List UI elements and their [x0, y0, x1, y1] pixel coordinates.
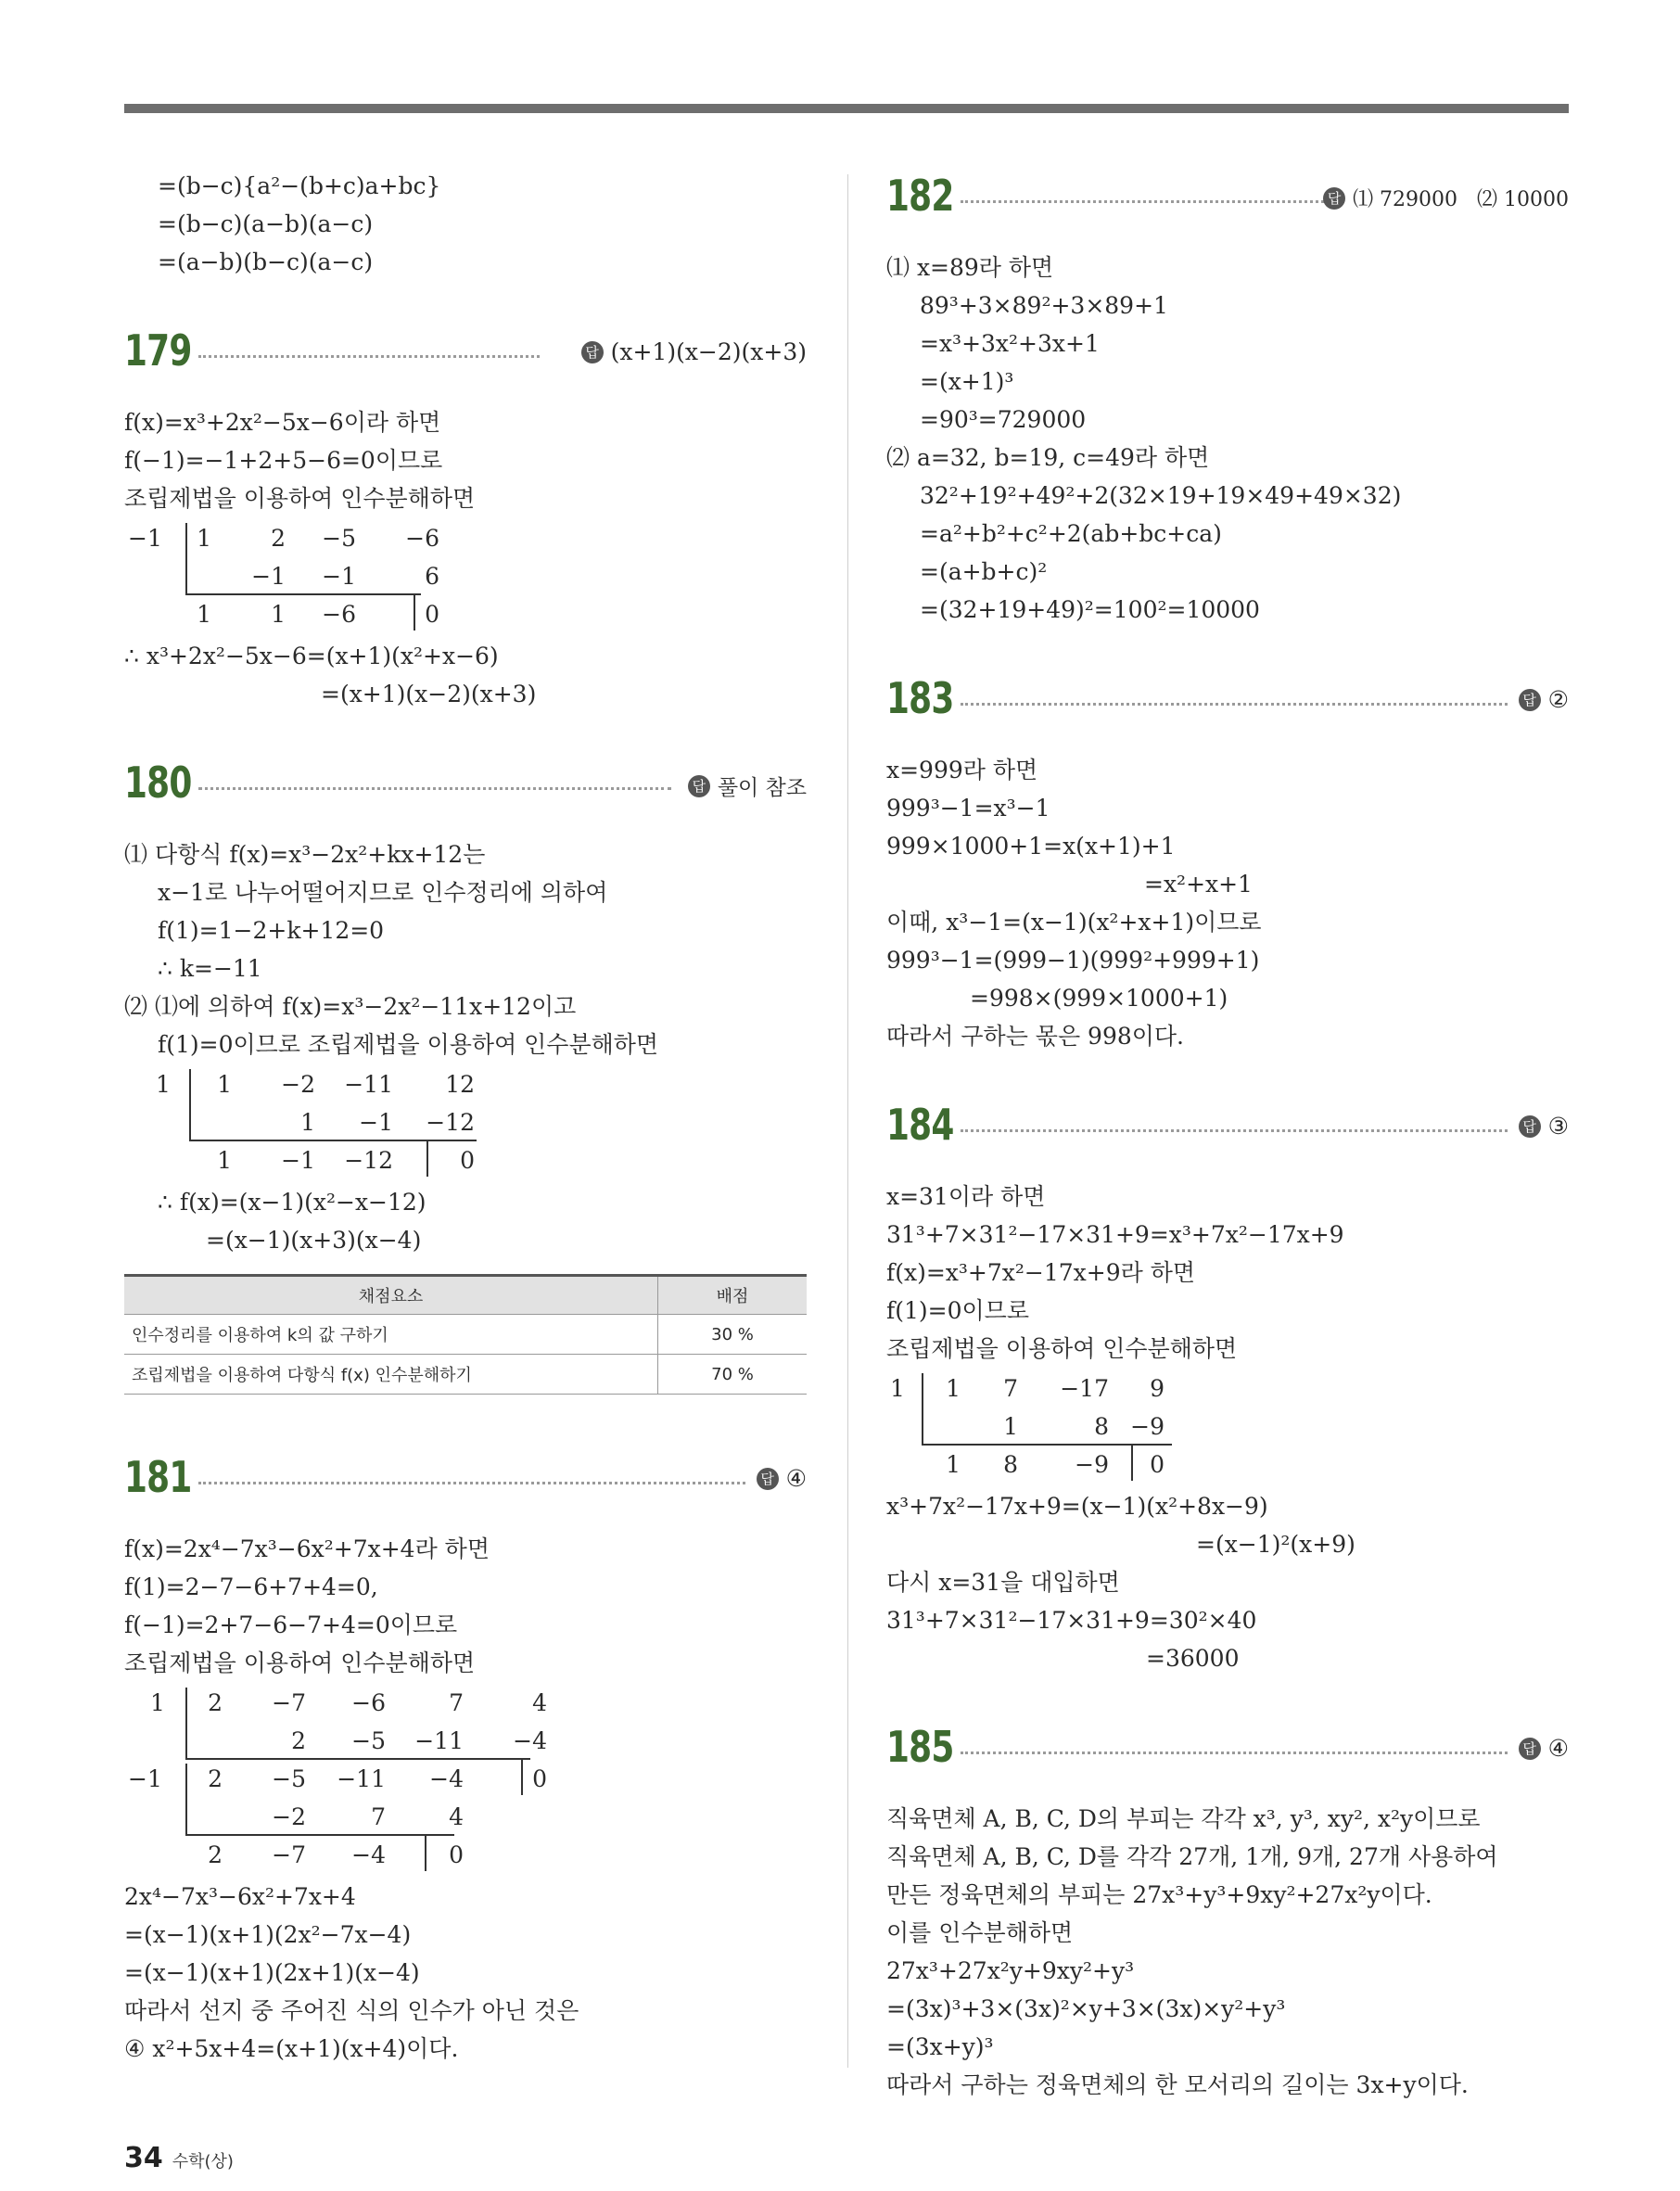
remainder-bar — [425, 1836, 426, 1871]
table-cell: 30 % — [658, 1315, 808, 1355]
answer — [688, 771, 807, 801]
cell: −6 — [351, 1689, 386, 1716]
remainder-bar — [426, 1141, 428, 1177]
table-cell: 조립제법을 이용하여 다항식 f(x) 인수분해하기 — [124, 1355, 658, 1395]
cell: −1 — [281, 1147, 315, 1174]
division-rule — [185, 1834, 454, 1836]
problem-number: 185 — [886, 1722, 954, 1772]
answer — [581, 338, 807, 365]
text-line: =(3x)³+3×(3x)²×y+3×(3x)×y²+y³ — [886, 1995, 1286, 2022]
subject-label: 수학(상) — [172, 2152, 234, 2172]
cell: 6 — [425, 563, 439, 590]
division-rule — [189, 1140, 477, 1141]
division-rule — [185, 593, 421, 595]
text-line: 31³+7×31²−17×31+9=30²×40 — [886, 1607, 1257, 1634]
synthetic-division-179 — [124, 519, 807, 633]
cont-line-2: =(b−c)(a−b)(a−c) — [158, 210, 374, 237]
cell: −7 — [272, 1689, 306, 1716]
cell: −11 — [344, 1071, 393, 1098]
text-line: f(1)=2−7−6+7+4=0, — [124, 1573, 378, 1600]
text-line: 직육면체 A, B, C, D를 각각 27개, 1개, 9개, 27개 사용하여 — [886, 1843, 1498, 1870]
problem-185-header — [886, 1718, 1569, 1787]
cell: 9 — [1150, 1375, 1165, 1402]
cell: 2 — [208, 1765, 223, 1792]
problem-number: 179 — [124, 325, 192, 376]
cell: −12 — [426, 1109, 475, 1136]
cell: 2 — [291, 1727, 306, 1754]
cell: 0 — [425, 601, 439, 628]
text-line: =(3x+y)³ — [886, 2033, 994, 2060]
text-line: ⑴ x=89라 하면 — [886, 254, 1054, 281]
problem-180-header — [124, 754, 807, 822]
answer-icon: 답 — [1519, 1115, 1541, 1138]
left-column — [124, 167, 807, 2068]
dotted-leader — [198, 1482, 745, 1484]
synthetic-division-180 — [152, 1065, 807, 1179]
problem-number: 183 — [886, 673, 954, 723]
answer-icon: 답 — [688, 775, 710, 797]
answer-text: (x+1)(x−2)(x+3) — [610, 338, 807, 365]
text-line: f(−1)=−1+2+5−6=0이므로 — [124, 447, 443, 474]
problem-number: 180 — [124, 758, 192, 808]
problem-181-header — [124, 1448, 807, 1517]
text-line: f(x)=2x⁴−7x³−6x²+7x+4라 하면 — [124, 1535, 490, 1562]
text-line: 이때, x³−1=(x−1)(x²+x+1)이므로 — [886, 909, 1262, 936]
text-line: =(x−1)(x+1)(2x+1)(x−4) — [124, 1959, 420, 1986]
text-line: f(1)=1−2+k+12=0 — [158, 917, 385, 944]
dotted-leader — [198, 355, 540, 358]
grading-table — [124, 1274, 807, 1395]
text-line: ⑵ ⑴에 의하여 f(x)=x³−2x²−11x+12이고 — [124, 993, 577, 1020]
page-number: 34 — [124, 2142, 163, 2174]
cell: 0 — [532, 1765, 547, 1792]
cell: −2 — [281, 1071, 315, 1098]
cell: 1 — [271, 601, 286, 628]
cell: −1 — [359, 1109, 393, 1136]
remainder-bar — [414, 595, 415, 631]
text-line: =(a+b+c)² — [920, 558, 1048, 585]
cell: −9 — [1075, 1451, 1109, 1478]
cell: −5 — [272, 1765, 306, 1792]
division-bar — [189, 1069, 191, 1140]
cell: 2 — [271, 525, 286, 552]
problem-number: 181 — [124, 1452, 192, 1502]
cell: 1 — [197, 525, 211, 552]
answer — [1519, 1113, 1569, 1140]
cell: −4 — [351, 1841, 386, 1868]
text-line: =x³+3x²+3x+1 — [920, 330, 1100, 357]
page-footer — [124, 2142, 234, 2174]
right-column — [886, 167, 1569, 2104]
table-row — [124, 1315, 807, 1355]
division-rule — [185, 1758, 530, 1760]
problem-184-header — [886, 1096, 1569, 1165]
text-line: x=999라 하면 — [886, 757, 1038, 783]
answer-text: ⑴ 729000 ⑵ 10000 — [1353, 188, 1569, 211]
dotted-leader — [961, 1752, 1508, 1754]
table-header: 배점 — [658, 1276, 808, 1315]
cont-line-3: =(a−b)(b−c)(a−c) — [158, 248, 374, 275]
cell: 1 — [217, 1147, 232, 1174]
cell: −4 — [429, 1765, 464, 1792]
cell: 8 — [1094, 1413, 1109, 1440]
cell: 7 — [1003, 1375, 1018, 1402]
answer-icon: 답 — [1323, 187, 1345, 210]
divisor: −1 — [128, 1765, 162, 1792]
dotted-leader — [198, 787, 671, 790]
top-rule — [124, 104, 1569, 113]
cell: 1 — [946, 1451, 961, 1478]
text-line: 만든 정육면체의 부피는 27x³+y³+9xy²+27x²y이다. — [886, 1881, 1432, 1908]
dotted-leader — [961, 200, 1330, 203]
table-row — [124, 1355, 807, 1395]
text-line: =(x+1)(x−2)(x+3) — [321, 681, 537, 707]
text-line: f(1)=0이므로 조립제법을 이용하여 인수분해하면 — [158, 1031, 659, 1058]
text-line: =x²+x+1 — [1144, 871, 1253, 898]
text-line: 2x⁴−7x³−6x²+7x+4 — [124, 1883, 356, 1910]
answer-icon: 답 — [757, 1468, 779, 1490]
answer-icon: 답 — [1519, 689, 1541, 711]
divisor: 1 — [150, 1689, 165, 1716]
text-line: ∴ k=−11 — [158, 955, 262, 982]
cell: −1 — [322, 563, 356, 590]
text-line: f(x)=x³+7x²−17x+9라 하면 — [886, 1259, 1196, 1286]
column-divider — [847, 174, 848, 2068]
text-line: =(x−1)²(x+9) — [1196, 1531, 1355, 1558]
problem-number: 184 — [886, 1100, 954, 1150]
problem-number: 182 — [886, 171, 954, 221]
divisor: 1 — [156, 1071, 171, 1098]
cell: −2 — [272, 1803, 306, 1830]
text-line: 이를 인수분해하면 — [886, 1919, 1074, 1946]
cell: 1 — [300, 1109, 315, 1136]
problem-183-header — [886, 669, 1569, 738]
cell: 1 — [197, 601, 211, 628]
text-line: ∴ x³+2x²−5x−6=(x+1)(x²+x−6) — [124, 643, 499, 669]
text-line: 999³−1=x³−1 — [886, 795, 1050, 822]
cell: −7 — [272, 1841, 306, 1868]
text-line: 32²+19²+49²+2(32×19+19×49+49×32) — [920, 482, 1402, 509]
problem-182-header — [886, 167, 1569, 236]
divisor: 1 — [890, 1375, 905, 1402]
cell: 4 — [532, 1689, 547, 1716]
text-line: =998×(999×1000+1) — [970, 985, 1228, 1012]
text-line: =36000 — [1146, 1645, 1240, 1672]
text-line: =90³=729000 — [920, 406, 1087, 433]
text-line: ④ x²+5x+4=(x+1)(x+4)이다. — [124, 2035, 459, 2062]
table-cell: 70 % — [658, 1355, 808, 1395]
text-line: =(32+19+49)²=100²=10000 — [920, 596, 1260, 623]
answer-text: ② — [1547, 686, 1569, 713]
text-line: =(x+1)³ — [920, 368, 1014, 395]
cell: 7 — [371, 1803, 386, 1830]
cell: −9 — [1130, 1413, 1165, 1440]
text-line: ⑴ 다항식 f(x)=x³−2x²+kx+12는 — [124, 841, 486, 868]
cell: −5 — [351, 1727, 386, 1754]
cell: 0 — [460, 1147, 475, 1174]
table-header: 채점요소 — [124, 1276, 658, 1315]
cell: 2 — [208, 1841, 223, 1868]
text-line: 31³+7×31²−17×31+9=x³+7x²−17x+9 — [886, 1221, 1344, 1248]
dotted-leader — [961, 1129, 1508, 1132]
problem-179-header — [124, 322, 807, 390]
cell: −11 — [337, 1765, 386, 1792]
remainder-bar — [1131, 1446, 1133, 1481]
text-line: x³+7x²−17x+9=(x−1)(x²+8x−9) — [886, 1493, 1268, 1520]
text-line: 따라서 구하는 몫은 998이다. — [886, 1023, 1185, 1050]
table-cell: 인수정리를 이용하여 k의 값 구하기 — [124, 1315, 658, 1355]
cell: −5 — [322, 525, 356, 552]
cell: 0 — [449, 1841, 464, 1868]
text-line: 999³−1=(999−1)(999²+999+1) — [886, 947, 1260, 974]
cell: −11 — [414, 1727, 464, 1754]
text-line: ⑵ a=32, b=19, c=49라 하면 — [886, 444, 1210, 471]
text-line: 따라서 구하는 정육면체의 한 모서리의 길이는 3x+y이다. — [886, 2071, 1469, 2098]
text-line: f(−1)=2+7−6−7+4=0이므로 — [124, 1611, 458, 1638]
text-line: x=31이라 하면 — [886, 1183, 1046, 1210]
text-line: 따라서 선지 중 주어진 식의 인수가 아닌 것은 — [124, 1997, 579, 2024]
division-bar — [922, 1373, 923, 1444]
text-line: 조립제법을 이용하여 인수분해하면 — [124, 485, 476, 512]
text-line: 직육면체 A, B, C, D의 부피는 각각 x³, y³, xy², x²y이므로 — [886, 1805, 1481, 1832]
synthetic-division-184 — [886, 1369, 1569, 1484]
division-bar — [185, 1688, 187, 1758]
text-line: =(x−1)(x+1)(2x²−7x−4) — [124, 1921, 412, 1948]
text-line: 다시 x=31을 대입하면 — [886, 1569, 1120, 1596]
cell: −6 — [405, 525, 439, 552]
cell: 2 — [208, 1689, 223, 1716]
answer-icon: 답 — [1519, 1738, 1541, 1760]
cell: −4 — [513, 1727, 547, 1754]
text-line: 27x³+27x²y+9xy²+y³ — [886, 1957, 1135, 1984]
cell: 0 — [1150, 1451, 1165, 1478]
answer — [1519, 1735, 1569, 1762]
text-line: =(x−1)(x+3)(x−4) — [206, 1227, 422, 1254]
dotted-leader — [961, 703, 1508, 706]
answer — [1323, 184, 1569, 212]
cell: 1 — [1003, 1413, 1018, 1440]
cell: −12 — [344, 1147, 393, 1174]
division-bar — [185, 523, 187, 593]
text-line: f(1)=0이므로 — [886, 1297, 1029, 1324]
answer — [1519, 686, 1569, 713]
text-line: 조립제법을 이용하여 인수분해하면 — [124, 1650, 476, 1676]
cell: 1 — [217, 1071, 232, 1098]
cell: 7 — [449, 1689, 464, 1716]
text-line: x−1로 나누어떨어지므로 인수정리에 의하여 — [158, 879, 608, 906]
text-line: =a²+b²+c²+2(ab+bc+ca) — [920, 520, 1222, 547]
answer-icon: 답 — [581, 341, 604, 363]
answer — [757, 1465, 807, 1492]
synthetic-division-181 — [124, 1684, 807, 1874]
cell: 12 — [445, 1071, 475, 1098]
cell: −17 — [1060, 1375, 1109, 1402]
cont-line-1: =(b−c){a²−(b+c)a+bc} — [158, 172, 441, 199]
text-line: 999×1000+1=x(x+1)+1 — [886, 833, 1176, 860]
answer-text: ③ — [1547, 1113, 1569, 1140]
cell: −1 — [251, 563, 286, 590]
division-bar — [185, 1764, 187, 1834]
answer-text: ④ — [785, 1465, 807, 1492]
answer-text: ④ — [1547, 1735, 1569, 1762]
answer-text: 풀이 참조 — [717, 776, 807, 800]
cell: 8 — [1003, 1451, 1018, 1478]
remainder-bar — [521, 1760, 523, 1795]
text-line: 조립제법을 이용하여 인수분해하면 — [886, 1335, 1238, 1362]
cell: 1 — [946, 1375, 961, 1402]
cell: 4 — [449, 1803, 464, 1830]
text-line: 89³+3×89²+3×89+1 — [920, 292, 1168, 319]
division-rule — [922, 1444, 1172, 1446]
divisor: −1 — [128, 525, 162, 552]
cell: −6 — [322, 601, 356, 628]
text-line: ∴ f(x)=(x−1)(x²−x−12) — [158, 1189, 426, 1216]
text-line: f(x)=x³+2x²−5x−6이라 하면 — [124, 409, 441, 436]
